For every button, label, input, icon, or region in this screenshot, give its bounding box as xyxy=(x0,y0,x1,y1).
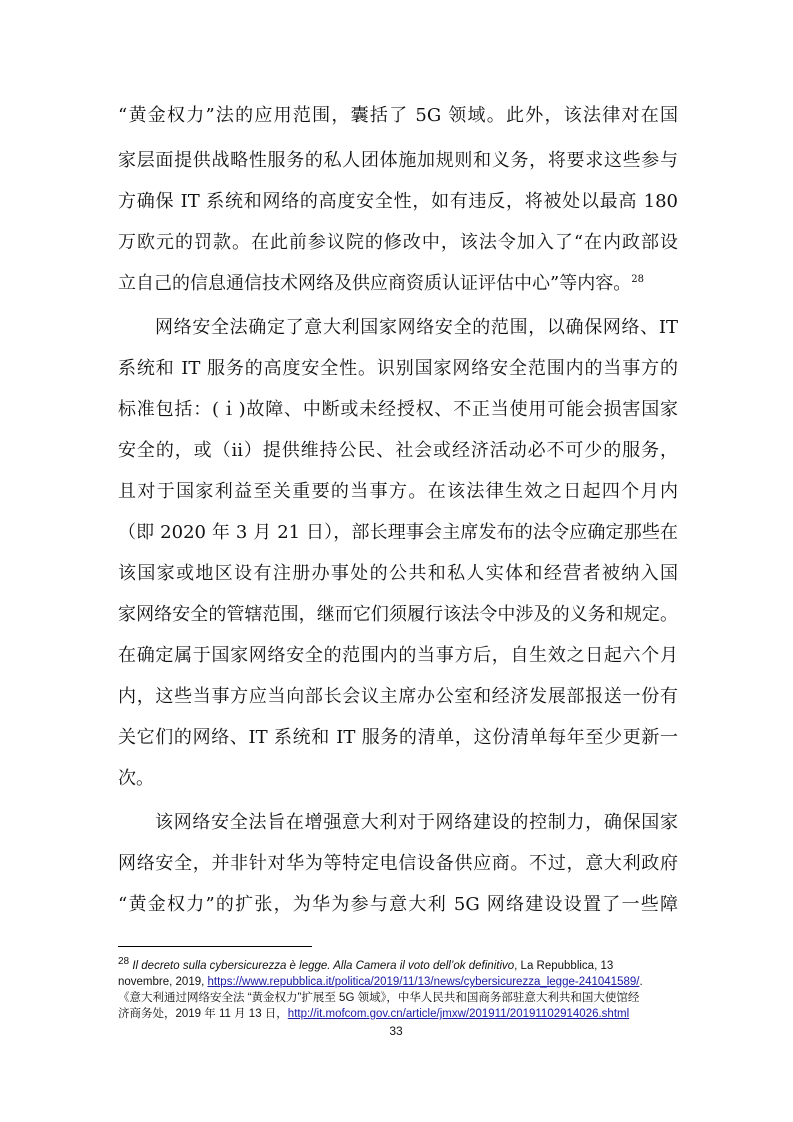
paragraph-2-line-3: 标准包括：(ｉ)故障、中断或未经授权、不正当使用可能会损害国家 xyxy=(118,399,678,420)
paragraph-2-line-6: （即 2020 年 3 月 21 日），部长理事会主席发布的法令应确定那些在 xyxy=(118,522,678,543)
paragraph-3-line-1: 该网络安全法旨在增强意大利对于网络建设的控制力，确保国家 xyxy=(155,812,678,833)
footnote-article-title: Il decreto sulla cybersicurezza è legge. Alla Camera il voto dell’ok definitivo xyxy=(132,960,515,972)
punct-quote-close: 。 xyxy=(613,273,632,294)
paragraph-2-line-9: 在确定属于国家网络安全的范围内的当事方后，自生效之日起六个月 xyxy=(118,645,678,666)
footnote-line-2 xyxy=(118,974,678,990)
paragraph-1-line-2: 家层面提供战略性服务的私人团体施加规则和义务，将要求这些参与 xyxy=(118,150,678,171)
paragraph-2-line-11: 关它们的网络、IT 系统和 IT 服务的清单，这份清单每年至少更新一 xyxy=(118,727,678,748)
footnote-cn-source: 济商务处，2019 年 11 月 13 日， xyxy=(118,1008,288,1020)
paragraph-3-line-2: 网络安全，并非针对华为等特定电信设备供应商。不过，意大利政府 xyxy=(118,853,678,874)
footnote-number: 28 xyxy=(118,956,130,968)
footnote-line-1 xyxy=(118,958,678,974)
paragraph-1-line-1: “黄金权力”法的应用范围，囊括了 5G 领域。此外，该法律对在国 xyxy=(118,105,678,126)
footnote-url-suffix: . xyxy=(639,976,643,988)
paragraph-2-line-7: 该国家或地区设有注册办事处的公共和私人实体和经营者被纳入国 xyxy=(118,563,678,584)
paragraph-1-line-5 xyxy=(118,272,678,296)
paragraph-2-line-8: 家网络安全的管辖范围，继而它们须履行该法令中涉及的义务和规定。 xyxy=(118,604,678,625)
paragraph-3-line-3: “黄金权力”的扩张，为华为参与意大利 5G 网络建设设置了一些障 xyxy=(118,894,678,915)
paragraph-1-line-5-text: 立自己的信息通信技术网络及供应商资质认证评估中心”等内容 xyxy=(118,273,614,294)
footnote-line-4 xyxy=(118,1006,678,1022)
page-number: 33 xyxy=(389,1024,403,1038)
paragraph-2-line-1: 网络安全法确定了意大利国家网络安全的范围，以确保网络、IT xyxy=(155,317,678,338)
paragraph-1-line-4: 万欧元的罚款。在此前参议院的修改中，该法令加入了“在内政部设 xyxy=(118,232,678,253)
footnote-link-repubblica[interactable]: https://www.repubblica.it/politica/2019/11/13/news/cybersicurezza_legge-241041589/ xyxy=(207,976,640,988)
footnote-reference[interactable]: 28 xyxy=(631,274,644,285)
footnote-link-mofcom[interactable]: http://it.mofcom.gov.cn/article/jmxw/201911/20191102914026.shtml xyxy=(287,1008,630,1020)
footnote-separator xyxy=(118,946,312,947)
paragraph-2-line-4: 安全的，或（ii）提供维持公民、社会或经济活动必不可少的服务， xyxy=(118,440,678,461)
footnote-line-3: 《意大利通过网络安全法 “黄金权力”扩展至 5G 领域》，中华人民共和国商务部驻意大利共和国大使馆经 xyxy=(118,992,640,1004)
paragraph-2-line-10: 内，这些当事方应当向部长会议主席办公室和经济发展部报送一份有 xyxy=(118,686,678,707)
footnote-source: , La Repubblica, 13 xyxy=(514,960,614,972)
paragraph-2-line-12: 次。 xyxy=(118,768,154,789)
footnote-date: novembre, 2019, xyxy=(118,976,208,988)
paragraph-2-line-5: 且对于国家利益至关重要的当事方。在该法律生效之日起四个月内 xyxy=(118,481,678,502)
paragraph-1-line-3: 方确保 IT 系统和网络的高度安全性，如有违反，将被处以最高 180 xyxy=(118,191,678,212)
paragraph-2-line-2: 系统和 IT 服务的高度安全性。识别国家网络安全范围内的当事方的 xyxy=(118,358,678,379)
